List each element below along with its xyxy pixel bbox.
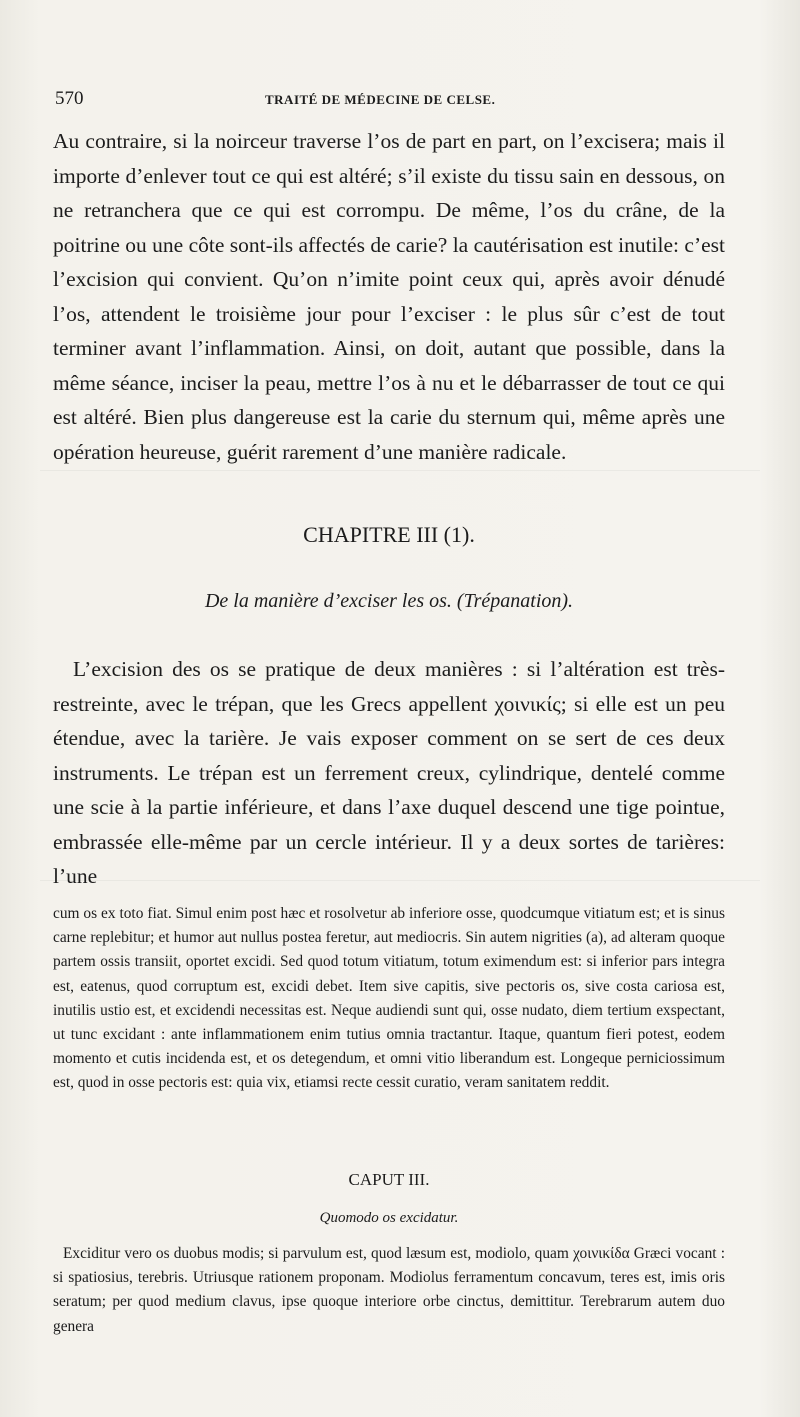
page-header bbox=[55, 88, 745, 112]
chapter-title: CHAPITRE III (1). bbox=[303, 522, 475, 547]
running-title: TRAITÉ DE MÉDECINE DE CELSE. bbox=[265, 92, 496, 107]
chapter-subtitle: De la manière d’exciser les os. (Trépanation). bbox=[204, 590, 574, 612]
latin-paragraph-2: Exciditur vero os duobus modis; si parvulum est, quod læsum est, modiolo, quam χοινικίδα Græci vocant : si spatiosius, terebris. Utriusque rationem proponam. Modiolus ferramentum concavum, teres est, imis oris seratum; per quod medium clavus, ipse quoque interiore orbe cinctus, demittitur. Terebrarum autem duo genera bbox=[53, 1245, 725, 1335]
latin-chapter-subtitle: Quomodo os excidatur. bbox=[319, 1210, 459, 1226]
latin-paragraph-1: cum os ex toto fiat. Simul enim post hæc et rosolvetur ab inferiore osse, quodcumque vitiatum est; et is sinus carne replebitur; et humor aut nullus postea feretur, aut mediocris. Sin autem nigrities (a), ad alteram quoque partem ossis transiit, oportet excidi. Sed quod totum vitiatum, totum eximendum est: si inferior pars integra est, eatenus, quod corruptum est, excidi debet. Item sive capitis, sive pectoris os, sive costa cariosa est, inutilis ustio est, et excidendi necessitas est. Neque audiendi sunt qui, osse nudato, diem tertium exspectant, ut tunc excidant : ante inflammationem enim tutius omnia tractantur. Itaque, quantum fieri potest, eodem momento et cutis incidenda est, et os detegendum, et omni vitio liberandum est. Longeque perniciossimum est, quod in osse pectoris est: quia vix, etiamsi recte cessit curatio, veram sanitatem reddit. bbox=[53, 905, 725, 1092]
bleed-through-line bbox=[40, 470, 760, 471]
page-number: 570 bbox=[55, 88, 84, 109]
french-paragraph-1: Au contraire, si la noirceur traverse l’os de part en part, on l’excisera; mais il importe d’enlever tout ce qui est altéré; s’il existe du tissu sain en dessous, on ne retranchera que ce qui est corrompu. De même, l’os du crâne, de la poitrine ou une côte sont-ils affectés de carie? la cautérisation est inutile: c’est l’excision qui convient. Qu’on n’imite point ceux qui, après avoir dénudé l’os, attendent le troisième jour pour l’exciser : le plus sûr c’est de tout terminer avant l’inflammation. Ainsi, on doit, autant que possible, dans la même séance, inciser la peau, mettre l’os à nu et le débarrasser de tout ce qui est altéré. Bien plus dangereuse est la carie du sternum qui, même après une opération heureuse, guérit rarement d’une manière radicale. bbox=[53, 129, 725, 464]
french-paragraph-2: L’excision des os se pratique de deux manières : si l’altération est très-restreinte, avec le trépan, que les Grecs appellent χοινικίς; si elle est un peu étendue, avec la tarière. Je vais exposer comment on se sert de ces deux instruments. Le trépan est un ferrement creux, cylindrique, dentelé comme une scie à la partie inférieure, et dans l’axe duquel descend une tige pointue, embrassée elle-même par un cercle intérieur. Il y a deux sortes de tarières: l’une bbox=[53, 657, 725, 888]
latin-chapter-title: CAPUT III. bbox=[348, 1170, 430, 1189]
